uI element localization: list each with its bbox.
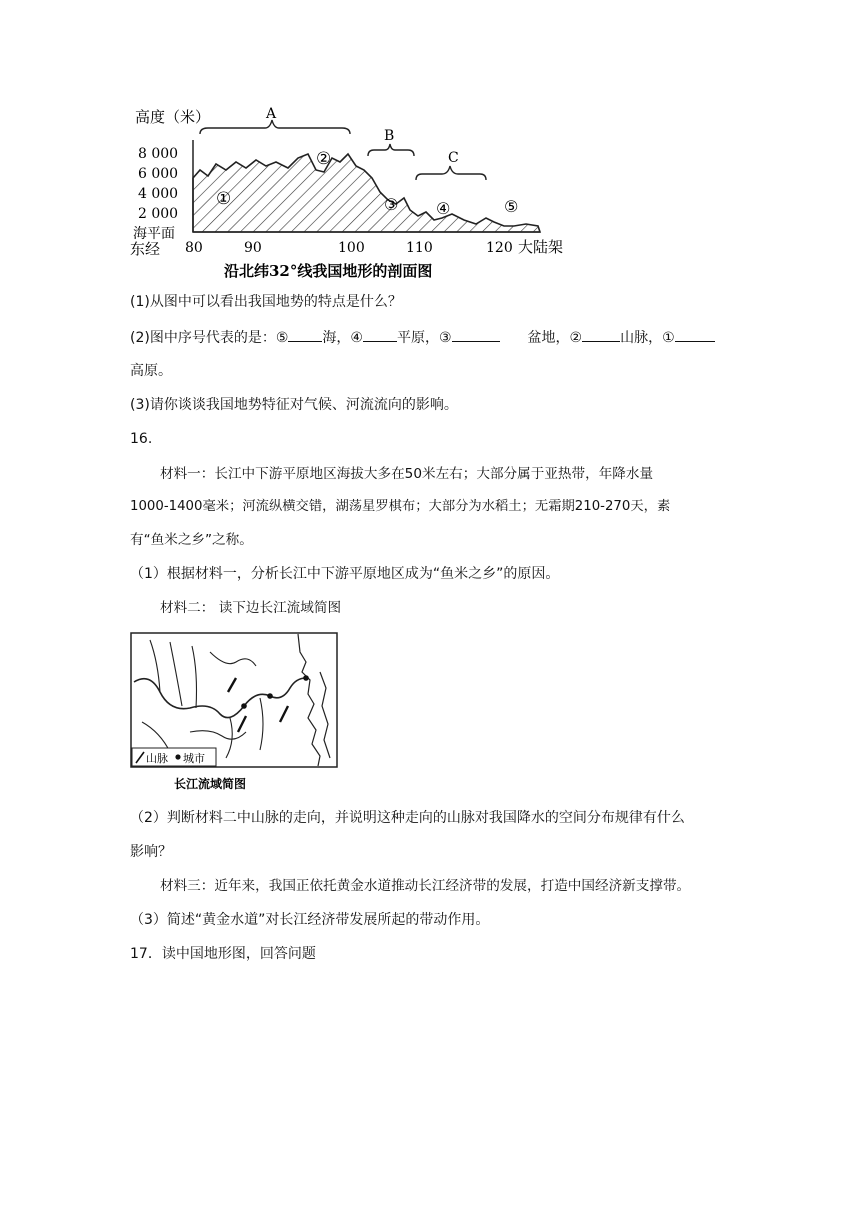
profile-figure bbox=[130, 100, 580, 285]
q15-part1: (1)从图中可以看出我国地势的特点是什么？ bbox=[130, 294, 402, 310]
x-tick-80: 80 bbox=[185, 240, 203, 256]
bracket-b bbox=[368, 144, 414, 156]
blank-5-sea[interactable] bbox=[288, 327, 322, 342]
q16-question2-line1: （2）判断材料二中山脉的走向，并说明这种走向的山脉对我国降水的空间分布规律有什么 bbox=[130, 810, 685, 826]
city-dot-2 bbox=[267, 693, 273, 699]
blank-3-basin[interactable] bbox=[452, 327, 500, 342]
city-dot-1 bbox=[241, 703, 247, 709]
y-tick-2000: 2 000 bbox=[138, 206, 179, 222]
legend-city-label: 城市 bbox=[183, 752, 205, 765]
q15-part3: (3)请你谈谈我国地势特征对气候、河流流向的影响。 bbox=[130, 397, 458, 413]
legend-mountain-label: 山脉 bbox=[146, 752, 168, 765]
bracket-c bbox=[416, 166, 486, 180]
bracket-c-label: C bbox=[448, 150, 459, 166]
q16-question2-line2: 影响？ bbox=[130, 844, 172, 860]
x-axis-prefix: 东经 bbox=[130, 240, 161, 258]
q16-material1-line1: 材料一：长江中下游平原地区海拔大多在50米左右；大部分属于亚热带，年降水量 bbox=[160, 466, 654, 482]
q15-part2-line1 bbox=[130, 327, 715, 348]
x-tick-110: 110 bbox=[406, 240, 433, 256]
blank-1-plateau[interactable] bbox=[675, 327, 715, 342]
q16-material3: 材料三：近年来，我国正依托黄金水道推动长江经济带的发展，打造中国经济新支撑带。 bbox=[160, 878, 691, 894]
marker-2: ② bbox=[316, 149, 332, 169]
y-tick-6000: 6 000 bbox=[138, 166, 179, 182]
yangtze-map bbox=[130, 632, 338, 796]
q16-question3: （3）简述“黄金水道”对长江经济带发展所起的带动作用。 bbox=[130, 912, 490, 928]
marker-5: ⑤ bbox=[504, 197, 519, 216]
profile-caption: 沿北纬32°线我国地形的剖面图 bbox=[224, 262, 433, 280]
y-tick-sea-level: 海平面 bbox=[133, 226, 175, 242]
terrain-profile bbox=[193, 154, 540, 232]
q16-material1-line3: 有“鱼米之乡”之称。 bbox=[130, 532, 253, 548]
x-tick-120: 120 bbox=[486, 240, 513, 256]
map-frame bbox=[131, 633, 337, 767]
x-tick-100: 100 bbox=[338, 240, 365, 256]
map-caption: 长江流域简图 bbox=[174, 777, 247, 791]
q16-material1-line2: 1000-1400毫米；河流纵横交错，湖荡星罗棋布；大部分为水稻土；无霜期210-270天，素 bbox=[130, 499, 671, 514]
q16-number: 16. bbox=[130, 431, 153, 447]
q15-p2-a: (2)图中序号代表的是：⑤ bbox=[130, 330, 289, 346]
y-axis-label: 高度（米） bbox=[135, 108, 211, 126]
q17-prompt: 17．读中国地形图，回答问题 bbox=[130, 946, 316, 962]
q15-p2-e: 山脉，① bbox=[620, 330, 675, 346]
bracket-b-label: B bbox=[384, 128, 395, 144]
x-tick-90: 90 bbox=[244, 240, 262, 256]
bracket-a bbox=[200, 120, 350, 134]
marker-3: ③ bbox=[384, 195, 399, 214]
blank-2-mountain[interactable] bbox=[582, 327, 620, 342]
y-tick-8000: 8 000 bbox=[138, 146, 179, 162]
continental-shelf-label: 大陆架 bbox=[518, 238, 564, 256]
q15-p2-d: 盆地，② bbox=[527, 330, 583, 346]
bracket-a-label: A bbox=[266, 106, 277, 122]
y-tick-4000: 4 000 bbox=[138, 186, 179, 202]
marker-4: ④ bbox=[436, 199, 451, 218]
blank-4-plain[interactable] bbox=[363, 327, 397, 342]
q16-question1: （1）根据材料一，分析长江中下游平原地区成为“鱼米之乡”的原因。 bbox=[130, 566, 560, 582]
yangtze-map-svg bbox=[130, 632, 338, 796]
profile-svg bbox=[130, 100, 580, 285]
marker-1: ① bbox=[216, 189, 232, 209]
city-dot-3 bbox=[303, 675, 309, 681]
q15-p2-f: 高原。 bbox=[130, 363, 172, 379]
legend-city-symbol bbox=[175, 754, 180, 759]
q15-p2-b: 海，④ bbox=[322, 330, 363, 346]
q16-material2: 材料二： 读下边长江流域简图 bbox=[160, 600, 342, 616]
q15-p2-c: 平原，③ bbox=[396, 330, 452, 346]
